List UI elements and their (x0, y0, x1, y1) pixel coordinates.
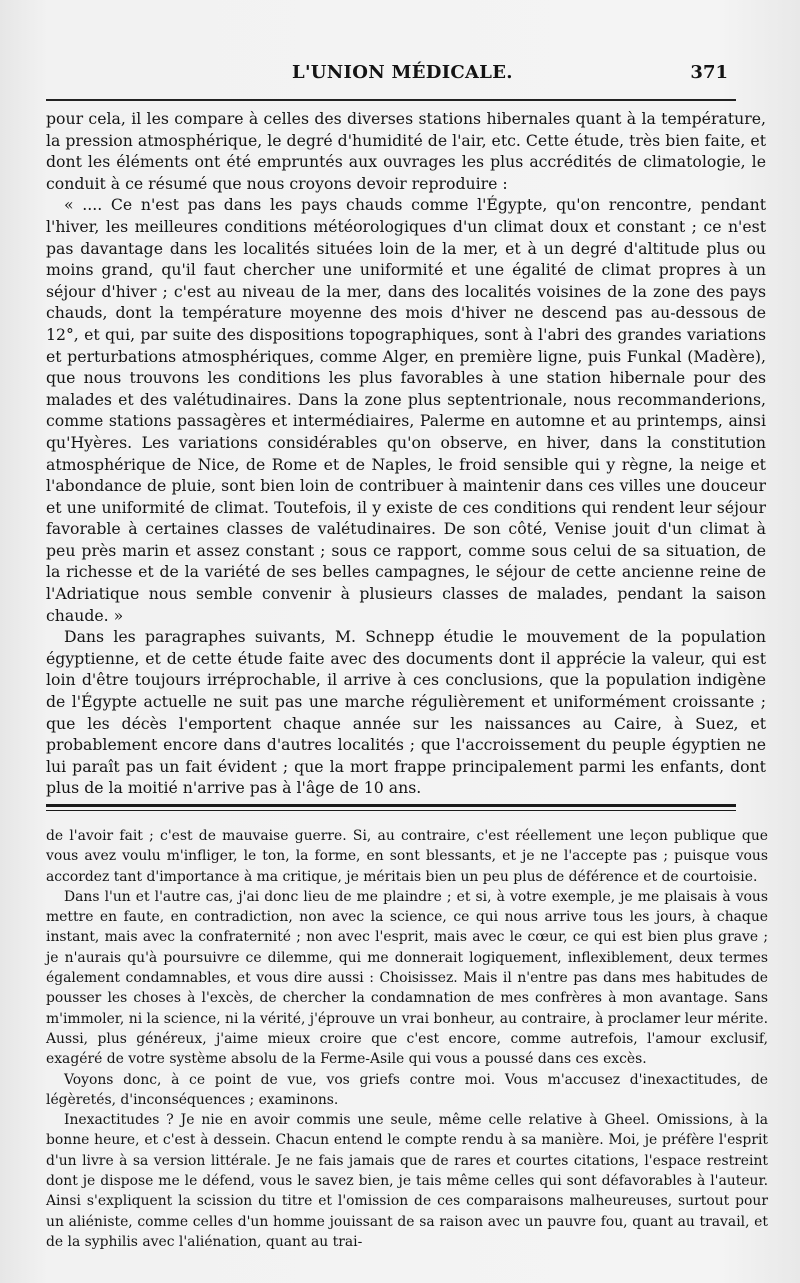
note-paragraph: Voyons donc, à ce point de vue, vos griefs contre moi. Vous m'accusez d'inexactitudes, de légèretés, d'inconséquences ; examinons. (46, 1071, 768, 1108)
feuilleton-text (46, 826, 768, 1252)
running-title: L'UNION MÉDICALE. (292, 62, 513, 83)
note-paragraph: Dans l'un et l'autre cas, j'ai donc lieu de me plaindre ; et si, à votre exemple, je me plaisais à vous mettre en faute, en contradiction, non avec la science, ce qui nous arrive tous les jours, à chaque instant, mais avec la confraternité ; non avec l'esprit, mais avec le cœur, ce qui est bien plus grave ; je n'aurais qu'à poursuivre ce dilemme, qui me donnerait logiquement, inflexiblement, deux termes également condamnables, et vous dire aussi : Choisissez. Mais il n'entre pas dans mes habitudes de pousser les choses à l'excès, de chercher la condamnation de mes confrères à mon avantage. Sans m'immoler, ni la science, ni la vérité, j'éprouve un vrai bonheur, au contraire, à proclamer leur mérite. Aussi, plus généreux, j'aime mieux croire que c'est encore, comme autrefois, l'amour exclusif, exagéré de votre système absolu de la Ferme-Asile qui vous a poussé dans ces excès. (46, 888, 768, 1068)
page-number: 371 (690, 62, 728, 83)
note-paragraph: de l'avoir fait ; c'est de mauvaise guerre. Si, au contraire, c'est réellement une leçon publique que vous avez voulu m'infliger, le ton, la forme, en sont blessants, et je ne l'accepte pas ; puisque vous accordez tant d'importance à ma critique, je méritais bien un peu plus de déférence et de courtoisie. (46, 828, 768, 885)
main-paragraph: pour cela, il les compare à celles des diverses stations hibernales quant à la température, la pression atmosphérique, le degré d'humidité de l'air, etc. Cette étude, très bien faite, et dont les éléments ont été empruntés aux ouvrages les plus accrédités de climatologie, le conduit à ce résumé que nous croyons devoir reproduire : (46, 109, 766, 193)
quoted-paragraph: « .... Ce n'est pas dans les pays chauds comme l'Égypte, qu'on rencontre, pendant l'hiver, les meilleures conditions météorologiques d'un climat doux et constant ; ce n'est pas davantage dans les localités situées loin de la mer, et à un degré d'altitude plus ou moins grand, qu'il faut chercher une uniformité et une égalité de climat propres à un séjour d'hiver ; c'est au niveau de la mer, dans des localités voisines de la zone des pays chauds, dont la température moyenne des mois d'hiver ne descend pas au-dessous de 12°, et qui, par suite des dispositions topographiques, sont à l'abri des grandes variations et perturbations atmosphériques, comme Alger, en première ligne, puis Funkal (Madère), que nous trouvons les conditions les plus favorables à une station hibernale pour des malades et des valétudinaires. Dans la zone plus septentrionale, nous recommanderions, comme stations passagères et intermédiaires, Palerme en automne et au printemps, ainsi qu'Hyères. Les variations considérables qu'on observe, en hiver, dans la constitution atmosphérique de Nice, de Rome et de Naples, le froid sensible qui y règne, la neige et l'abondance de pluie, sont bien loin de contribuer à maintenir dans ces villes une douceur et une uniformité de climat. Toutefois, il y existe de ces conditions qui rendent leur séjour favorable à certaines classes de valétudinaires. De son côté, Venise jouit d'un climat à peu près marin et assez constant ; sous ce rapport, comme sous celui de sa situation, de la richesse et de la variété de ses belles campagnes, le séjour de cette ancienne reine de l'Adriatique nous semble convenir à plusieurs classes de malades, pendant la saison chaude. » (46, 195, 766, 625)
page-header (46, 60, 736, 90)
section-divider (46, 804, 736, 811)
note-paragraph: Inexactitudes ? Je nie en avoir commis une seule, même celle relative à Gheel. Omissions, à la bonne heure, et c'est à dessein. Chacun entend le compte rendu à sa manière. Moi, je préfère l'esprit d'un livre à sa version littérale. Je ne fais jamais que de rares et courtes citations, l'espace restreint dont je dispose me le défend, vous le savez bien, je tais même celles qui sont défavorables à l'auteur. Ainsi s'expliquent la scission du titre et l'omission de ces comparaisons malheureuses, surtout pour un aliéniste, comme celles d'un homme jouissant de sa raison avec un pauvre fou, quant au travail, et de la syphilis avec l'aliénation, quant au trai- (46, 1112, 768, 1250)
main-paragraph: Dans les paragraphes suivants, M. Schnepp étudie le mouvement de la population égyptienne, et de cette étude faite avec des documents dont il apprécie la valeur, qui est loin d'être toujours irréprochable, il arrive à ces conclusions, que la population indigène de l'Égypte actuelle ne suit pas une marche régulièrement et uniformément croissante ; que les décès l'emportent chaque année sur les naissances au Caire, à Suez, et probablement encore dans d'autres localités ; que l'accroissement du peuple égyptien ne lui paraît pas un fait évident ; que la mort frappe principalement parmi les enfants, dont plus de la moitié n'arrive pas à l'âge de 10 ans. (46, 627, 766, 798)
main-text-column (46, 108, 766, 799)
header-rule (46, 99, 736, 101)
